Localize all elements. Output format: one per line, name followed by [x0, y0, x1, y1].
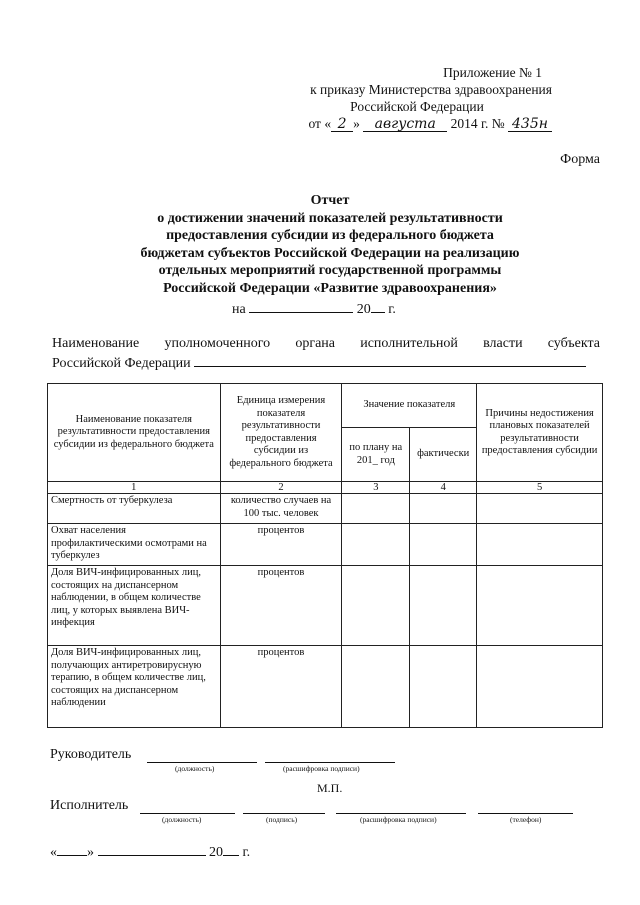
- row-indicator-name: Смертность от туберкулеза: [48, 494, 221, 524]
- date-mid: »: [353, 116, 360, 131]
- period-prefix: на: [232, 302, 246, 317]
- row-plan-cell[interactable]: [342, 646, 410, 728]
- head-position-blank[interactable]: [147, 762, 257, 763]
- date-open-quote: «: [50, 845, 57, 860]
- title-line-1: Отчет: [310, 193, 350, 208]
- signature-day-blank[interactable]: [57, 843, 87, 856]
- organization-name-blank[interactable]: [194, 354, 586, 367]
- head-position-caption: (должность): [175, 764, 215, 773]
- row-indicator-name: Охват населения профилактическими осмотрами на туберкулез: [48, 524, 221, 566]
- row-plan-cell[interactable]: [342, 494, 410, 524]
- date-year: 2014 г. №: [450, 116, 505, 131]
- signature-date: [50, 843, 250, 861]
- col-number-2: 2: [220, 482, 342, 494]
- org-word-2: уполномоченного: [164, 336, 271, 351]
- organization-label-line: [52, 336, 600, 352]
- executor-decoding-caption: (расшифровка подписи): [360, 815, 437, 824]
- header-fact: фактически: [410, 428, 477, 482]
- org-line-2-label: Российской Федерации: [52, 356, 191, 371]
- org-word-4: исполнительной: [360, 336, 458, 351]
- appendix-line-2: к приказу Министерства здравоохранения: [310, 82, 552, 97]
- row-fact-cell[interactable]: [410, 566, 477, 646]
- title-line-4: бюджетам субъектов Российской Федерации на реализацию: [140, 245, 520, 261]
- date-month-handwritten: августа: [363, 117, 447, 132]
- row-unit: процентов: [220, 566, 342, 646]
- org-word-5: власти: [483, 336, 523, 351]
- title-line-2: о достижении значений показателей результативности: [157, 210, 503, 226]
- date-close-quote: »: [87, 845, 94, 860]
- signature-date-suffix: г.: [242, 845, 251, 860]
- executor-decoding-blank[interactable]: [336, 813, 466, 814]
- header-value: Значение показателя: [342, 384, 477, 428]
- head-label: Руководитель: [50, 747, 132, 762]
- title-line-6: Российской Федерации «Развитие здравоохранения»: [163, 280, 497, 296]
- row-unit: процентов: [220, 646, 342, 728]
- row-indicator-name: Доля ВИЧ-инфицированных лиц, получающих антиретровирусную терапию, в общем количестве лиц, состоящих на диспансерном наблюдении: [48, 646, 221, 728]
- indicators-table: [47, 383, 603, 728]
- report-period: [232, 300, 396, 318]
- row-unit: количество случаев на 100 тыс. человек: [220, 494, 342, 524]
- date-day-handwritten: 2: [331, 117, 353, 132]
- row-fact-cell[interactable]: [410, 646, 477, 728]
- table-row: [48, 524, 603, 566]
- title-line-3: предоставления субсидии из федерального бюджета: [166, 228, 494, 243]
- period-year-blank[interactable]: [371, 300, 385, 313]
- table-row: [48, 566, 603, 646]
- org-word-1: Наименование: [52, 336, 140, 351]
- row-indicator-name: Доля ВИЧ-инфицированных лиц, состоящих на диспансерном наблюдении, в общем количестве лиц, у которых выявлена ВИЧ-инфекция: [48, 566, 221, 646]
- org-word-3: органа: [295, 336, 335, 351]
- report-title: [80, 192, 580, 297]
- organization-line-2: [52, 354, 612, 372]
- appendix-date-line: [252, 115, 552, 132]
- header-indicator: Наименование показателя результативности предоставления субсидии из федерального бюджета: [48, 384, 221, 482]
- appendix-line-3: Российской Федерации: [350, 99, 484, 114]
- period-suffix: г.: [388, 302, 396, 317]
- signature-year-blank[interactable]: [223, 843, 239, 856]
- executor-position-blank[interactable]: [140, 813, 235, 814]
- date-prefix: от «: [308, 116, 332, 131]
- order-number-handwritten: 435н: [508, 117, 552, 132]
- executor-phone-caption: (телефон): [510, 815, 542, 824]
- executor-signature-blank[interactable]: [243, 813, 325, 814]
- table-row: [48, 646, 603, 728]
- row-fact-cell[interactable]: [410, 494, 477, 524]
- period-date-blank[interactable]: [249, 300, 353, 313]
- head-decoding-blank[interactable]: [265, 762, 395, 763]
- col-number-3: 3: [342, 482, 410, 494]
- header-reasons: Причины недостижения плановых показателей результативности предоставления субсидии: [477, 384, 603, 482]
- executor-label: Исполнитель: [50, 798, 129, 813]
- signature-month-blank[interactable]: [98, 843, 206, 856]
- signature-date-year: 20: [209, 845, 223, 860]
- head-decoding-caption: (расшифровка подписи): [283, 764, 360, 773]
- stamp-label: М.П.: [317, 781, 343, 795]
- row-plan-cell[interactable]: [342, 566, 410, 646]
- org-word-6: субъекта: [547, 336, 600, 351]
- title-line-5: отдельных мероприятий государственной программы: [158, 263, 502, 278]
- row-reasons-cell[interactable]: [477, 524, 603, 566]
- executor-position-caption: (должность): [162, 815, 202, 824]
- period-year: 20: [356, 302, 371, 317]
- header-plan: по плану на 201_ год: [342, 428, 410, 482]
- appendix-header: [252, 64, 552, 132]
- executor-phone-blank[interactable]: [478, 813, 573, 814]
- row-reasons-cell[interactable]: [477, 646, 603, 728]
- row-fact-cell[interactable]: [410, 524, 477, 566]
- row-reasons-cell[interactable]: [477, 494, 603, 524]
- form-label: Форма: [560, 152, 600, 167]
- col-number-1: 1: [48, 482, 221, 494]
- executor-signature-caption: (подпись): [266, 815, 298, 824]
- appendix-line-1: Приложение № 1: [443, 65, 542, 80]
- row-unit: процентов: [220, 524, 342, 566]
- header-unit: Единица измерения показателя результативности предоставления субсидии из федерального бюджета: [220, 384, 342, 482]
- col-number-4: 4: [410, 482, 477, 494]
- table-row: [48, 494, 603, 524]
- row-reasons-cell[interactable]: [477, 566, 603, 646]
- row-plan-cell[interactable]: [342, 524, 410, 566]
- col-number-5: 5: [477, 482, 603, 494]
